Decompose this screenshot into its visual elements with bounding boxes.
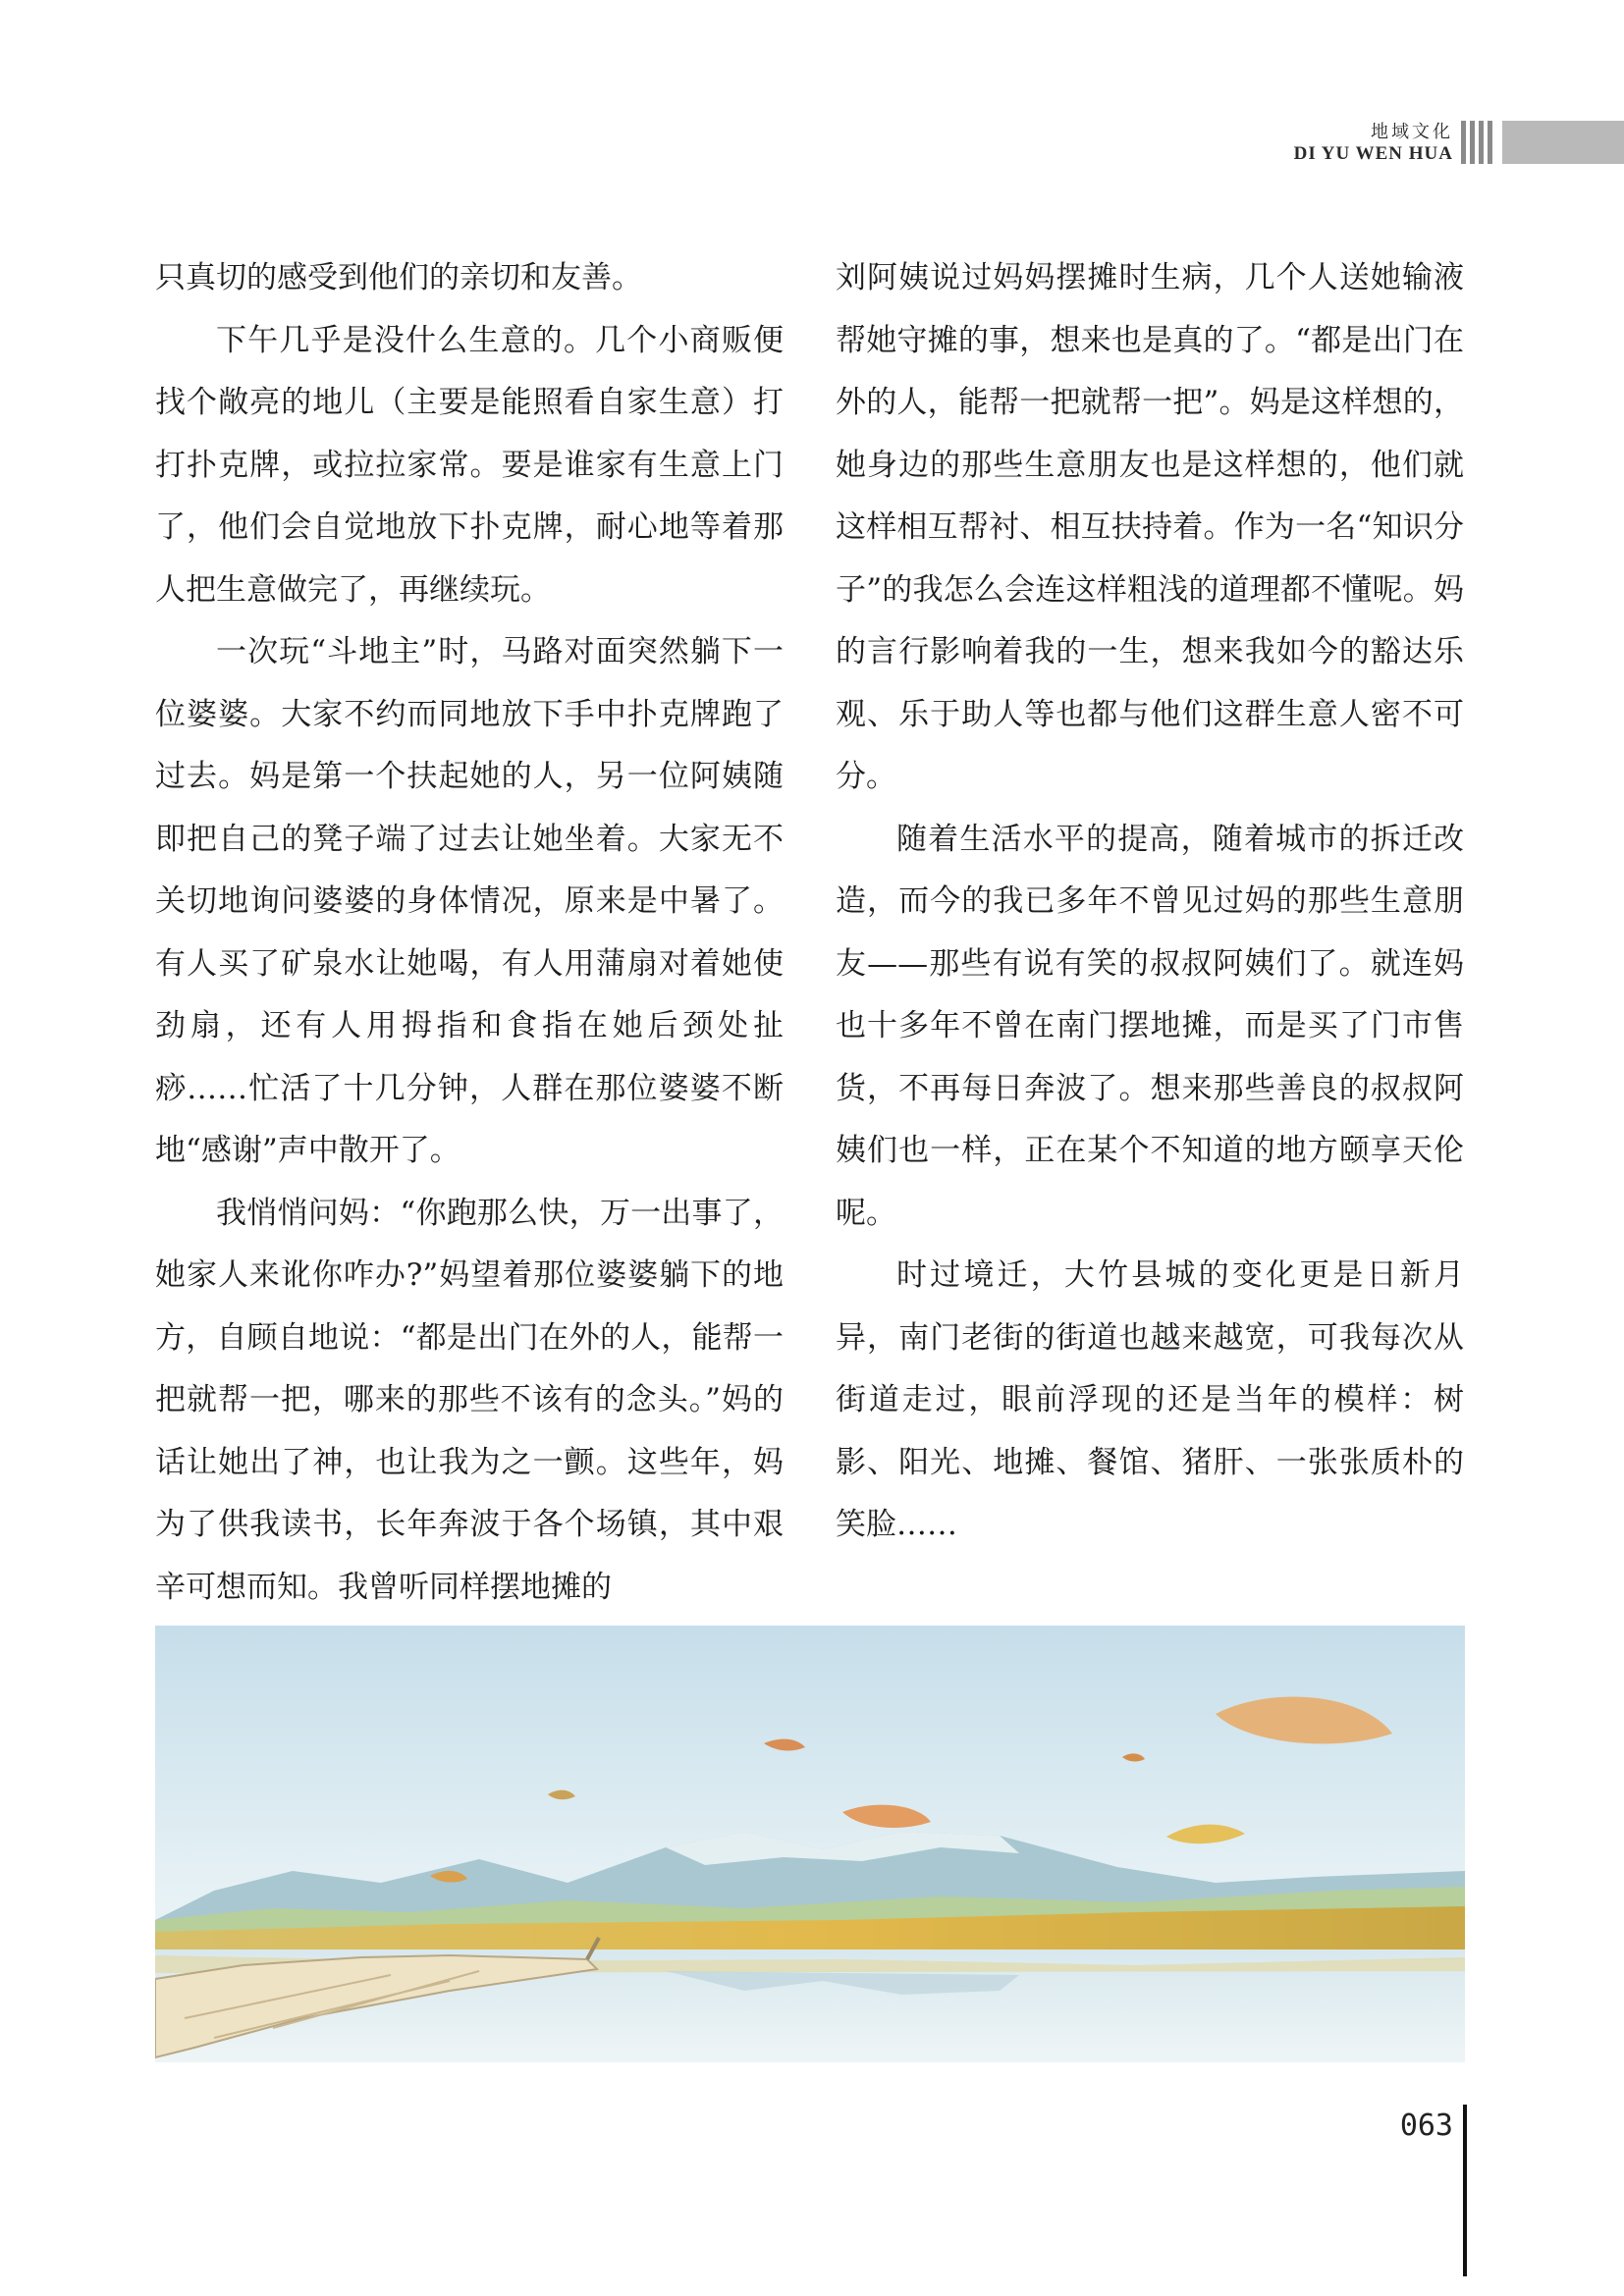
header-decoration — [1461, 121, 1624, 164]
paragraph: 下午几乎是没什么生意的。几个小商贩便找个敞亮的地儿（主要是能照看自家生意）打打扑克牌，或拉拉家常。要是谁家有生意上门了，他们会自觉地放下扑克牌，耐心地等着那人把生意做完了，再继续玩。 — [155, 322, 784, 608]
landscape-illustration-svg — [155, 1626, 1465, 2062]
page-number: 063 — [1399, 2109, 1453, 2143]
landscape-illustration — [155, 1626, 1465, 2062]
page-rule — [1463, 2105, 1467, 2276]
paragraph: 我悄悄问妈：“你跑那么快，万一出事了，她家人来讹你咋办?”妈望着那位婆婆躺下的地方，自顾自地说：“都是出门在外的人，能帮一把就帮一把，哪来的那些不该有的念头。”妈的话让她出了神，也让我为之一颤。这些年，妈为了供我读书，长年奔波于各个场镇，其中艰辛可想而知。我曾听同样摆地摊的 — [155, 1195, 784, 1605]
section-title-cn: 地域文化 — [1371, 122, 1453, 142]
paragraph: 只真切的感受到他们的亲切和友善。 — [155, 260, 642, 295]
section-title-en: DI YU WEN HUA — [1293, 143, 1453, 164]
paragraph: 随着生活水平的提高，随着城市的拆迁改造，而今的我已多年不曾见过妈的那些生意朋友——那些有说有笑的叔叔阿姨们了。就连妈也十多年不曾在南门摆地摊，而是买了门市售货，不再每日奔波了。想来那些善良的叔叔阿姨们也一样，正在某个不知道的地方颐享天伦呢。 — [836, 821, 1464, 1231]
paragraph: 一次玩“斗地主”时，马路对面突然躺下一位婆婆。大家不约而同地放下手中扑克牌跑了过去。妈是第一个扶起她的人，另一位阿姨随即把自己的凳子端了过去让她坐着。大家无不关切地询问婆婆的身体情况，原来是中暑了。有人买了矿泉水让她喝，有人用蒲扇对着她使劲扇，还有人用拇指和食指在她后颈处扯痧……忙活了十几分钟，人群在那位婆婆不断地“感谢”声中散开了。 — [155, 634, 784, 1168]
article-column-left — [155, 247, 784, 1619]
paragraph: 时过境迁，大竹县城的变化更是日新月异，南门老街的街道也越来越宽，可我每次从街道走过，眼前浮现的还是当年的模样：树影、阳光、地摊、餐馆、猪肝、一张张质朴的笑脸…… — [836, 1257, 1464, 1542]
article-column-right — [836, 247, 1464, 1557]
paragraph: 刘阿姨说过妈妈摆摊时生病，几个人送她输液帮她守摊的事，想来也是真的了。“都是出门在外的人，能帮一把就帮一把”。妈是这样想的，她身边的那些生意朋友也是这样想的，他们就这样相互帮衬、相互扶持着。作为一名“知识分子”的我怎么会连这样粗浅的道理都不懂呢。妈的言行影响着我的一生，想来我如今的豁达乐观、乐于助人等也都与他们这群生意人密不可分。 — [836, 260, 1464, 794]
